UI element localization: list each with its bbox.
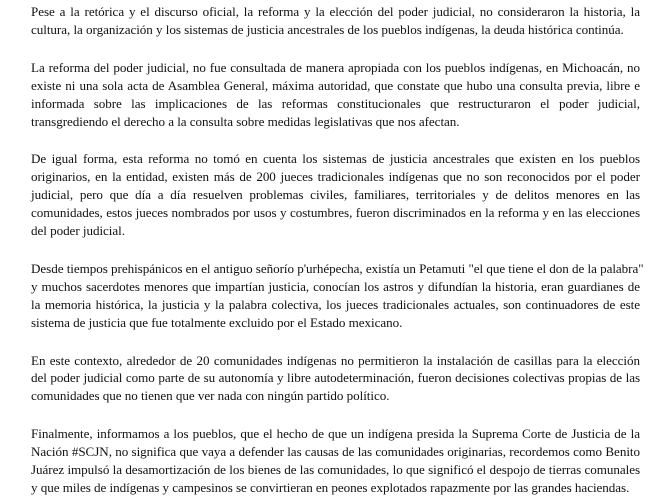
paragraph-line: existe ni una sola acta de Asamblea General, máxima autoridad, que constate que hubo una consulta previa, libre e xyxy=(31,77,640,93)
paragraph-line: y muchos sacerdotes menores que impartían justicia, conocían los astros y difundían la historia, eran guardianes de xyxy=(31,278,640,294)
paragraph-line: la memoria histórica, la justicia y la palabra colectiva, los jueces tradicionales actuales, son continuadores de este xyxy=(31,296,640,312)
paragraph-line: y que miles de indígenas y campesinos se convirtieran en peones explotados rapazmente por las grandes haciendas. xyxy=(31,479,630,495)
paragraph-consultation xyxy=(31,59,640,131)
paragraph-line: informada sobre las implicaciones de las reformas constitucionales que restructuraron el poder judicial, xyxy=(31,95,640,111)
paragraph-traditional-judges xyxy=(31,150,640,240)
paragraph-line: Pese a la retórica y el discurso oficial, la reforma y la elección del poder judicial, no consideraron la historia, la xyxy=(31,4,640,19)
paragraph-polling-stations xyxy=(31,352,640,406)
paragraph-line: comunidades que no tienen que ver nada con ningún partido político. xyxy=(31,388,390,404)
paragraph-line: comunidades, estos jueces nombrados por usos y costumbres, fueron discriminados en la reforma y en las elecciones xyxy=(31,205,640,221)
paragraph-conclusion xyxy=(31,425,640,497)
paragraph-line: Finalmente, informamos a los pueblos, que el hecho de que un indígena presida la Suprema Corte de Justicia de la xyxy=(31,426,640,442)
paragraph-line: Desde tiempos prehispánicos en el antiguo señorío p'urhépecha, existía un Petamuti "el que tiene el don de la palabra" xyxy=(31,260,644,276)
paragraph-line: Nación #SCJN, no significa que vaya a defender las causas de las comunidades originarias, recordemos como Benito xyxy=(31,444,640,460)
paragraph-line: Juárez impulsó la desamortización de los bienes de las comunidades, lo que significó el despojo de tierras comunales xyxy=(31,462,640,477)
paragraph-line: De igual forma, esta reforma no tomó en cuenta los sistemas de justicia ancestrales que existen en los pueblos xyxy=(31,151,640,167)
paragraph-line: del poder judicial. xyxy=(31,223,125,239)
paragraph-line: transgrediendo el derecho a la consulta sobre medidas legislativas que nos afectan. xyxy=(31,113,460,129)
paragraph-line: cultura, la organización y los sistemas de justicia ancestrales de los pueblos indígenas, la deuda histórica continúa. xyxy=(31,21,624,37)
paragraph-line: En este contexto, alrededor de 20 comunidades indígenas no permitieron la instalación de casillas para la elección xyxy=(31,352,640,368)
paragraph-prehispanic-history xyxy=(31,260,644,332)
paragraph-line: del poder judicial como parte de su autonomía y libre autodeterminación, fueron decisiones colectivas propias de las xyxy=(31,370,640,386)
paragraph-line: sistema de justicia que fue totalmente excluido por el Estado mexicano. xyxy=(31,314,403,330)
paragraph-line: originarios, en la entidad, existen más de 200 jueces tradicionales indígenas que no son reconocidos por el poder xyxy=(31,169,640,185)
paragraph-reform-context xyxy=(31,3,640,39)
paragraph-line: judicial, pero que día a día resuelven problemas civiles, familiares, territoriales y de delitos menores en las xyxy=(31,187,640,203)
paragraph-line: La reforma del poder judicial, no fue consultada de manera apropiada con los pueblos indígenas, en Michoacán, no xyxy=(31,59,640,75)
